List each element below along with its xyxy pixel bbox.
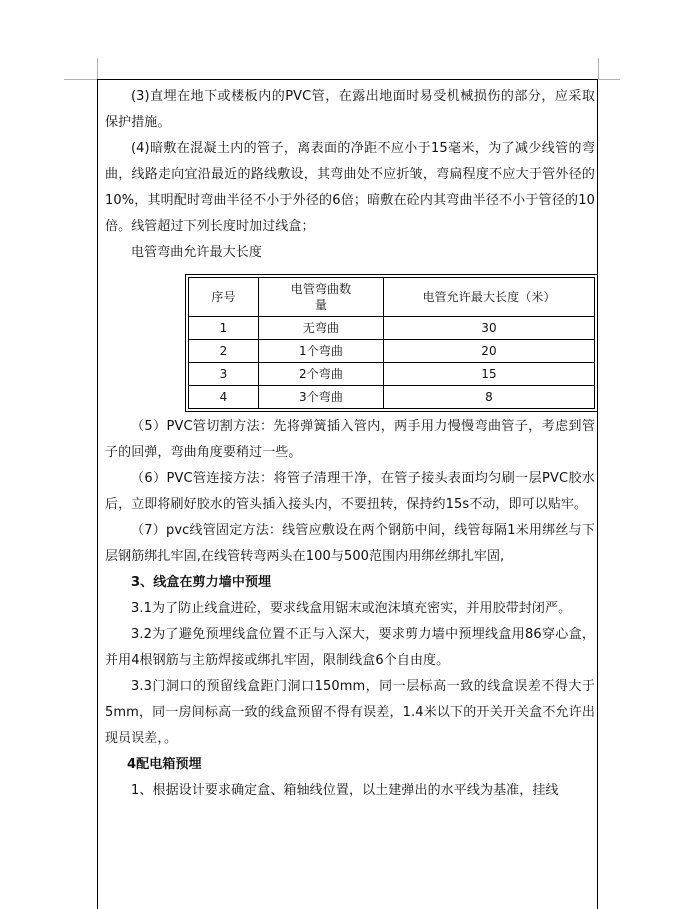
table-header-row: [189, 278, 595, 317]
table-cell: 无弯曲: [259, 317, 384, 340]
paragraph-7: （7）pvc线管固定方法：线管应敷设在两个钢筋中间，线管每隔1米用绑丝与下层钢筋绑扎牢固,在线管转弯两头在100与500范围内用绑丝绑扎牢固,: [105, 523, 595, 564]
table-cell: 8: [384, 386, 595, 409]
table-cell: 2个弯曲: [259, 363, 384, 386]
table-cell: 20: [384, 340, 595, 363]
crop-mark-top-right-h: [598, 79, 620, 80]
bend-length-table: [188, 277, 595, 409]
table-row: [189, 340, 595, 363]
table-row: [189, 317, 595, 340]
table-cell: 3个弯曲: [259, 386, 384, 409]
table-caption: 电管弯曲允许最大长度: [131, 245, 263, 260]
table-header-cell: 电管弯曲数量: [259, 278, 384, 317]
table-cell: 30: [384, 317, 595, 340]
table-cell: 1个弯曲: [259, 340, 384, 363]
section-heading-4: 4配电箱预埋: [127, 757, 202, 772]
paragraph-3-2: 3.2为了避免预埋线盒位置不正与入深大，要求剪力墙中预埋线盒用86穿心盒，并用4根钢筋与主筋焊接或绑扎牢固，限制线盒6个自由度。: [105, 627, 595, 668]
crop-mark-top-right-v: [598, 58, 599, 79]
section-heading-3: 3、线盒在剪力墙中预埋: [131, 575, 272, 590]
paragraph-6: （6）PVC管连接方法：将管子清理干净，在管子接头表面均匀刷一层PVC胶水后，立即将刷好胶水的管头插入接头内，不要扭转，保持约15s不动，即可以贴牢。: [105, 471, 595, 512]
paragraph-3-1: 3.1为了防止线盒进砼，要求线盒用锯末或泡沫填充密实，并用胶带封闭严。: [131, 601, 572, 616]
table-cell: 4: [189, 386, 259, 409]
paragraph-3-3: 3.3门洞口的预留线盒距门洞口150mm，同一层标高一致的线盒误差不得大于5mm，同一房间标高一致的线盒预留不得有误差，1.4米以下的开关开关盒不允许出现员误差，。: [105, 679, 595, 746]
crop-mark-top-left-v: [97, 58, 98, 79]
table-cell: 3: [189, 363, 259, 386]
paragraph-5: （5）PVC管切割方法：先将弹簧插入管内，两手用力慢慢弯曲管子，考虑到管子的回弹，弯曲角度要稍过一些。: [105, 419, 595, 460]
table-row: [189, 363, 595, 386]
table-cell: 15: [384, 363, 595, 386]
paragraph-3: (3)直埋在地下或楼板内的PVC管，在露出地面时易受机械损伤的部分，应采取保护措施。: [105, 89, 595, 130]
table-header-cell: 序号: [189, 278, 259, 317]
crop-mark-top-left-h: [64, 79, 97, 80]
paragraph-4-1: 1、根据设计要求确定盒、箱轴线位置，以土建弹出的水平线为基准，挂线: [131, 783, 559, 798]
table-row: [189, 386, 595, 409]
table-cell: 1: [189, 317, 259, 340]
table-cell: 2: [189, 340, 259, 363]
document-body: [105, 84, 595, 804]
table-header-cell: 电管允许最大长度（米）: [384, 278, 595, 317]
paragraph-4: (4)暗敷在混凝土内的管子，离表面的净距不应小于15毫米，为了减少线管的弯曲，线路走向宜沿最近的路线敷设，其弯曲处不应折皱，弯扁程度不应大于管外径的10%，其明配时弯曲半径不小于外径的6倍；暗敷在砼内其弯曲半径不小于管径的10倍。线管超过下列长度时加过线盒；: [105, 141, 595, 234]
bend-length-table-frame: [185, 274, 598, 412]
